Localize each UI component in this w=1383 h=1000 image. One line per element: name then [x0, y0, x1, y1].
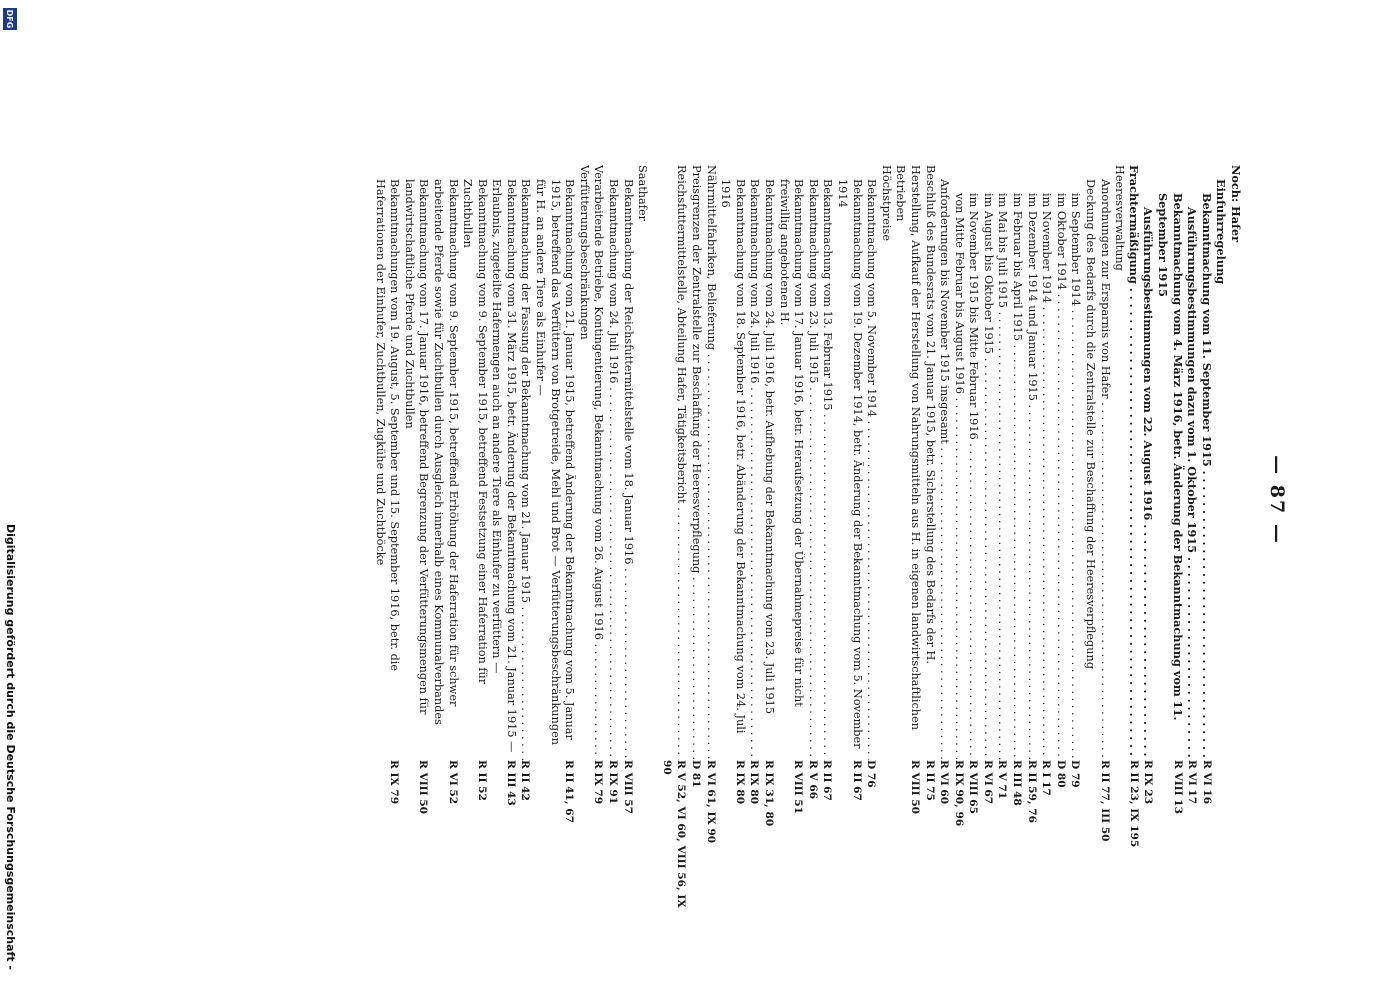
entry-text: Nährmittelfabriken, Belieferung . . . — [703, 165, 718, 760]
index-entry — [1155, 165, 1184, 925]
index-entry — [401, 165, 430, 925]
entry-text: im Mai bis Juli 1915 . . . — [995, 165, 1010, 760]
entry-reference: R III 43 — [504, 760, 517, 806]
entry-text: Bekanntmachung der Fassung der Bekanntmachung vom 21. Januar 1915 . . . — [518, 165, 533, 760]
entry-text: Bekanntmachung vom 11. September 1915 . . . — [1199, 165, 1214, 760]
entry-reference: R IX 23 — [1142, 760, 1155, 805]
entry-text: Saathafer — [636, 165, 650, 222]
entry-text: Reichsfuttermittelstelle, Abteilung Hafer, Tätigkeitsbericht . . . — [674, 165, 689, 760]
entry-text: im Oktober 1914 . . . — [1053, 165, 1068, 760]
index-entry — [703, 165, 718, 925]
entry-text: Höchstpreise — [879, 165, 893, 242]
index-entry — [1053, 165, 1068, 925]
entry-text: Bekanntmachung vom 13. Februar 1915 . . . — [820, 165, 835, 760]
entry-text: im September 1914 . . . — [1068, 165, 1083, 760]
entry-text: Bekanntmachung vom 24. Juli 1916 . . . — [605, 165, 620, 760]
entry-reference: R IX 31, 80 — [763, 760, 775, 827]
index-entry — [1097, 165, 1112, 925]
entry-text: Bekanntmachung vom 4. März 1916, betr. Änderung der Bekanntmachung vom 11. September 1915 — [1156, 193, 1185, 721]
entry-reference: R IX 79 — [592, 760, 605, 805]
index-entry — [805, 165, 820, 925]
entry-reference: R II 77, III 50 — [1098, 760, 1111, 842]
entry-reference: R VIII 57 — [621, 760, 634, 815]
entry-reference: D 79 — [1069, 760, 1082, 788]
entry-text: Bekanntmachung vom 24. Juli 1916, betr. Aufhebung der Bekanntmachung vom 23. Juli 1915 — [763, 179, 776, 715]
index-entry — [893, 165, 922, 925]
entry-text: Frachtermäßigung . . . — [1126, 165, 1141, 760]
entry-text: im August bis Oktober 1915 . . . — [980, 165, 995, 760]
entry-reference: R V 71 — [996, 760, 1009, 800]
index-entry — [951, 165, 966, 925]
entry-text: Beschluß des Bundesrats vom 21. Januar 1915, betr. Sicherstellung des Bedarfs der H. — [923, 165, 937, 664]
entry-text: Bekanntmachung vom 17. Januar 1916, betreffend Begrenzung der Verfütterungsmengen für landwirtschaftliche Pferde und Zuchtbullen — [402, 179, 431, 715]
footer — [0, 0, 22, 1000]
index-entry — [688, 165, 703, 925]
entry-text: im November 1915 bis Mitte Februar 1916 . . . — [966, 165, 981, 760]
index-entry — [776, 165, 805, 925]
entry-reference: R VI 61, IX 90 — [704, 760, 717, 844]
entry-reference: R IX 90, 96 — [952, 760, 965, 827]
entry-reference: R IX 80 — [733, 760, 746, 805]
entry-text: Bekanntmachung vom 18. September 1916, betr. Abänderung der Bekanntmachung vom 24. Juli 1916 — [719, 179, 747, 734]
index-entry — [995, 165, 1010, 925]
entry-reference: R II 59, 76 — [1025, 760, 1038, 823]
index-entry — [576, 165, 591, 925]
entry-text: Bekanntmachung vom 24. Juli 1916 . . . — [747, 165, 762, 760]
entry-reference: D 81 — [690, 760, 703, 788]
entry-reference: R VI 60 — [938, 760, 951, 805]
entry-reference: R VI 17 — [1186, 760, 1199, 805]
index-entry — [533, 165, 577, 925]
index-entry — [1010, 165, 1025, 925]
entry-text: im Dezember 1914 und Januar 1915 . . . — [1024, 165, 1039, 760]
entry-reference: R II 67 — [821, 760, 834, 801]
index-entry — [1112, 165, 1127, 925]
entry-text: Bekanntmachung vom 5. November 1914 . . . — [864, 165, 879, 760]
index-entry — [591, 165, 606, 925]
entry-reference: R II 67 — [850, 760, 863, 801]
entry-text: Bekanntmachung vom 19. Dezember 1914, betr. Änderung der Bekanntmachung vom 5. November 1914 — [835, 179, 864, 749]
index-list — [372, 165, 1243, 925]
index-entry — [937, 165, 952, 925]
entry-text: Bekanntmachung vom 9. September 1915, betreffend Festsetzung einer Haferration für Zuchtbullen — [461, 179, 489, 685]
entry-reference: R VIII 51 — [792, 760, 805, 815]
entry-reference: R VIII 65 — [967, 760, 980, 815]
index-entry — [460, 165, 489, 925]
entry-text: Bekanntmachung vom 21. Januar 1915, betreffend Änderung der Bekanntmachung vom 5. Januar 1915, betreffend das Verfüttern von Brotgetreide, Mehl und Brot — Verfütterungsbeschränkungen für H. an andere Tiere als Einhufer — — [534, 179, 577, 746]
index-entry — [1082, 165, 1097, 925]
index-entry — [1199, 165, 1214, 925]
entry-reference: R IX 80 — [748, 760, 761, 805]
index-entry — [1214, 165, 1229, 925]
index-entry — [659, 165, 688, 925]
entry-text: Bekanntmachungen vom 19. August, 5. September und 15. September 1916, betr. die Haferrationen der Einhufer, Zuchtbullen, Zugkühe und Zuchtböcke — [373, 179, 402, 672]
entry-text: von Mitte Februar bis August 1916 . . . — [951, 165, 966, 760]
index-entry — [820, 165, 835, 925]
index-entry — [635, 165, 650, 925]
entry-text: Verarbeitende Betriebe, Kontingentierung, Bekanntmachung vom 26. August 1916 . . . — [591, 165, 606, 760]
index-entry — [980, 165, 995, 925]
entry-text: im November 1914 . . . — [1039, 165, 1054, 760]
index-entry — [372, 165, 401, 925]
index-entry — [518, 165, 533, 925]
entry-reference: R II 23, IX 195 — [1127, 760, 1140, 848]
index-entry — [1068, 165, 1083, 925]
entry-reference: R VI 16 — [1200, 760, 1213, 805]
entry-text: Noch: Hafer — [1229, 165, 1243, 243]
entry-reference: R VIII 50 — [908, 760, 921, 815]
entry-reference: R I 17 — [1040, 760, 1053, 796]
entry-reference: D 76 — [865, 760, 878, 788]
index-entry — [489, 165, 518, 925]
index-entry — [718, 165, 747, 925]
index-entry — [834, 165, 863, 925]
entry-text: Heeresverwaltung — [1113, 165, 1127, 271]
index-entry — [922, 165, 937, 925]
entry-text: Anordnungen zur Ersparnis von Hafer . . . — [1097, 165, 1112, 760]
entry-reference: R IX 91 — [607, 760, 620, 805]
entry-text: im Februar bis April 1915 . . . — [1010, 165, 1025, 760]
dfg-logo-icon: DFG — [3, 8, 17, 30]
index-entry — [1228, 165, 1243, 925]
index-entry — [1141, 165, 1156, 925]
entry-text: Bekanntmachung vom 31. März 1915, betr. Änderung der Bekanntmachung vom 21. Januar 1915 — Erlaubnis, zugeteilte Hafermengen auch an andere Tiere als Einhufer zu verfüttern — — [490, 179, 518, 753]
index-entry — [1039, 165, 1054, 925]
index-entry — [761, 165, 776, 925]
entry-text: Bekanntmachung der Reichsfuttermittelstelle vom 18. Januar 1916 . . . — [620, 165, 635, 760]
entry-reference: R V 66 — [806, 760, 819, 800]
entry-text: Bekanntmachung vom 17. Januar 1916, betr. Heraufsetzung der Übernahmepreise für nicht freiwillig angebotenen H. — [777, 179, 806, 707]
entry-text: Anforderungen bis November 1915 insgesamt . . . — [937, 165, 952, 760]
entry-text: Deckung des Bedarfs durch die Zentralstelle zur Beschaffung der Heeresverpflegung — [1084, 179, 1098, 670]
footer-credit: Digitalisierung gefördert durch die Deutsche Forschungsgemeinschaft - — [4, 523, 17, 970]
index-entry — [966, 165, 981, 925]
entry-reference: D 80 — [1054, 760, 1067, 788]
index-entry — [878, 165, 893, 925]
entry-reference: R VI 67 — [981, 760, 994, 805]
entry-text: Verfütterungsbeschränkungen — [577, 165, 591, 340]
index-entry — [1126, 165, 1141, 925]
entry-text: Herstellung, Aufkauf der Herstellung von Nahrungsmitteln aus H. in eigenen landwirtschaftlichen Betrieben — [894, 165, 922, 731]
entry-reference: R III 48 — [1011, 760, 1024, 806]
index-entry — [430, 165, 459, 925]
index-entry — [605, 165, 620, 925]
entry-reference: R IX 79 — [388, 760, 401, 805]
entry-text: Bekanntmachung vom 9. September 1915, betreffend Erhöhung der Haferration für schwer arbeitende Pferde sowie für Zuchtbullen durch Ausgleich innerhalb eines Kommunalverbandes — [431, 179, 460, 725]
entry-reference: R II 42 — [519, 760, 532, 801]
entry-reference: R VIII 13 — [1171, 760, 1184, 815]
index-entry — [864, 165, 879, 925]
index-entry — [1185, 165, 1200, 925]
entry-text: Einfuhrregelung — [1214, 179, 1229, 285]
entry-reference: R II 41, 67 — [563, 760, 576, 823]
page-number: — 87 — — [1266, 455, 1288, 545]
index-entry — [747, 165, 762, 925]
entry-reference: R II 75 — [923, 760, 936, 801]
index-entry — [620, 165, 635, 925]
entry-text: Preisgrenzen der Zentralstelle zur Beschaffung der Heeresverpflegung . . . — [688, 165, 703, 760]
entry-text: Bekanntmachung vom 23. Juli 1915 . . . — [805, 165, 820, 760]
entry-text: Ausführungsbestimmungen vom 22. August 1916 . . . — [1141, 165, 1156, 760]
entry-reference: R V 52, VI 60, VIII 56, IX 90 — [660, 760, 688, 908]
entry-reference: R VIII 50 — [417, 760, 430, 815]
entry-reference: R VI 52 — [446, 760, 459, 805]
entry-text: Ausführungsbestimmungen dazu vom 1. Oktober 1915 . . . — [1185, 165, 1200, 760]
index-entry — [1024, 165, 1039, 925]
entry-reference: R II 52 — [475, 760, 488, 801]
